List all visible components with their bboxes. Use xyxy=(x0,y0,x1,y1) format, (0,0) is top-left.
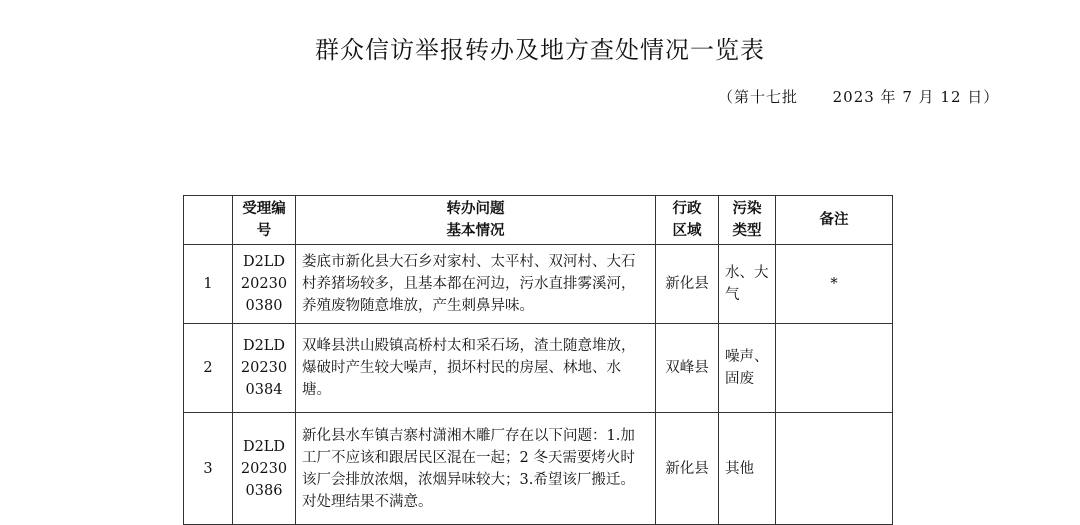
header-issue xyxy=(296,196,656,245)
header-issue-line1: 转办问题 xyxy=(446,201,505,217)
header-index xyxy=(184,196,233,245)
table-row xyxy=(184,245,893,324)
table-row xyxy=(184,413,893,525)
row-description: 新化县水车镇吉寨村潇湘木雕厂存在以下问题：1.加工厂不应该和跟居民区混在一起；2 冬天需要烤火时该厂会排放浓烟，浓烟异味较大；3.希望该厂搬迁。对处理结果不满意。 xyxy=(296,413,656,525)
row-area: 新化县 xyxy=(656,413,719,525)
row-description: 双峰县洪山殿镇高桥村太和采石场，渣土随意堆放，爆破时产生较大噪声，损坏村民的房屋、林地、水塘。 xyxy=(296,324,656,413)
row-area: 新化县 xyxy=(656,245,719,324)
row-id: D2LD202300384 xyxy=(233,324,296,413)
row-type: 噪声、固废 xyxy=(719,324,776,413)
row-type: 其他 xyxy=(719,413,776,525)
row-note xyxy=(776,324,893,413)
header-area-line1: 行政 xyxy=(672,201,702,217)
row-description: 娄底市新化县大石乡对家村、太平村、双河村、大石村养猪场较多，且基本都在河边，污水直排雾溪河，养殖废物随意堆放，产生刺鼻异味。 xyxy=(296,245,656,324)
header-id-line1: 受理编 xyxy=(242,201,286,217)
row-index: 3 xyxy=(184,413,233,525)
header-type xyxy=(719,196,776,245)
row-note: * xyxy=(776,245,893,324)
header-note: 备注 xyxy=(776,196,893,245)
header-area-line2: 区域 xyxy=(672,223,702,239)
row-index: 2 xyxy=(184,324,233,413)
complaints-table xyxy=(183,195,893,525)
row-area: 双峰县 xyxy=(656,324,719,413)
batch-date: （第十七批 2023 年 7 月 12 日） xyxy=(718,88,1000,106)
header-type-line2: 类型 xyxy=(732,223,762,239)
row-type: 水、大气 xyxy=(719,245,776,324)
row-note xyxy=(776,413,893,525)
row-id: D2LD202300386 xyxy=(233,413,296,525)
header-issue-line2: 基本情况 xyxy=(446,223,505,239)
header-id xyxy=(233,196,296,245)
table-row xyxy=(184,324,893,413)
header-area xyxy=(656,196,719,245)
page-title: 群众信访举报转办及地方查处情况一览表 xyxy=(315,36,765,64)
row-id: D2LD202300380 xyxy=(233,245,296,324)
table-header-row xyxy=(184,196,893,245)
header-type-line1: 污染 xyxy=(732,201,762,217)
row-index: 1 xyxy=(184,245,233,324)
header-id-line2: 号 xyxy=(256,223,272,239)
